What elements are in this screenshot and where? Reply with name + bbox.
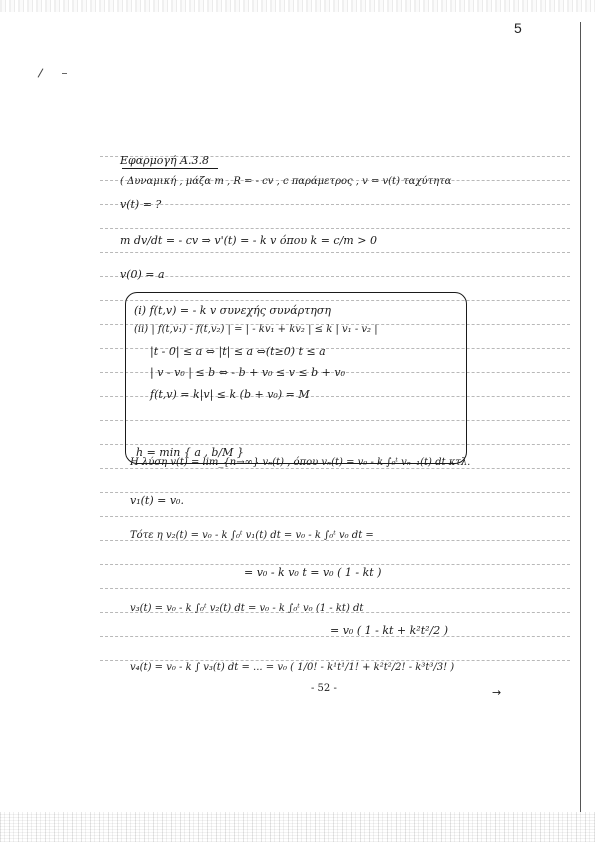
handwritten-heading: Εφαρμογή Α.3.8 [120, 154, 209, 167]
ruled-line [100, 492, 570, 493]
title-underline [122, 168, 218, 169]
handwritten-equation: v₁(t) = v₀. [130, 494, 184, 507]
stray-pen-mark [62, 73, 67, 74]
ruled-line [100, 588, 570, 589]
handwritten-equation: Τότε η v₂(t) = v₀ - k ∫₀ᵗ v₁(t) dt = v₀ - k ∫₀ᵗ v₀ dt = [130, 530, 374, 541]
condition-item: h = min { a , b/M } [136, 446, 244, 459]
handwritten-equation: v₃(t) = v₀ - k ∫₀ᵗ v₂(t) dt = v₀ - k ∫₀ᵗ v₀ (1 - kt) dt [130, 603, 364, 614]
ruled-line [100, 468, 570, 469]
right-arrow-icon: → [492, 686, 502, 699]
page-right-edge [580, 22, 581, 812]
condition-item: |t - 0| ≤ a ⇔ |t| ≤ a ⇔(t≥0) t ≤ a [150, 345, 326, 358]
condition-item: f(t,v) = k|v| ≤ k (b + v₀) = M [150, 388, 310, 401]
handwritten-equation: = v₀ - k v₀ t = v₀ ( 1 - kt ) [244, 566, 382, 579]
scan-noise-bottom [0, 812, 595, 842]
ruled-line [100, 660, 570, 661]
handwritten-equation: Η λύση v(t) = lim_{n→∞} vₙ(t) , όπου vₙ(t) = v₀ - k ∫₀ᵗ vₙ₋₁(t) dt κτλ. [130, 457, 471, 468]
handwritten-equation: v₄(t) = v₀ - k ∫ v₃(t) dt = ... = v₀ ( 1/0! - k¹t¹/1! + k²t²/2! - k³t³/3! ) [130, 662, 455, 673]
handwritten-line: ( Δυναμική , μάζα m , R = - cv , c παράμετρος , v = v(t) ταχύτητα [120, 176, 452, 187]
footer-page-label: - 52 - [311, 683, 337, 694]
handwritten-equation: m dv/dt = - cv ⇒ v'(t) = - k v όπου k = c/m > 0 [120, 234, 377, 247]
condition-item: (ii) | f(t,v₁) - f(t,v₂) | = | - kv₁ + kv₂ | ≤ k | v₁ - v₂ | [134, 324, 378, 335]
page-number: 5 [514, 20, 522, 36]
ruled-line [100, 564, 570, 565]
condition-item: | v - v₀ | ≤ b ⇔ - b + v₀ ≤ v ≤ b + v₀ [150, 366, 346, 379]
handwritten-equation: = v₀ ( 1 - kt + k²t²/2 ) [330, 624, 449, 637]
condition-item: (i) f(t,v) = - k v συνεχής συνάρτηση [134, 304, 331, 317]
ruled-line [100, 516, 570, 517]
ruled-line [100, 276, 570, 277]
stray-pen-mark [38, 68, 44, 77]
ruled-line [100, 228, 570, 229]
ruled-line [100, 204, 570, 205]
handwritten-line: v(0) = a [120, 268, 165, 281]
scan-noise-top [0, 0, 595, 12]
ruled-line [100, 252, 570, 253]
handwritten-line: v(t) = ? [120, 198, 162, 211]
